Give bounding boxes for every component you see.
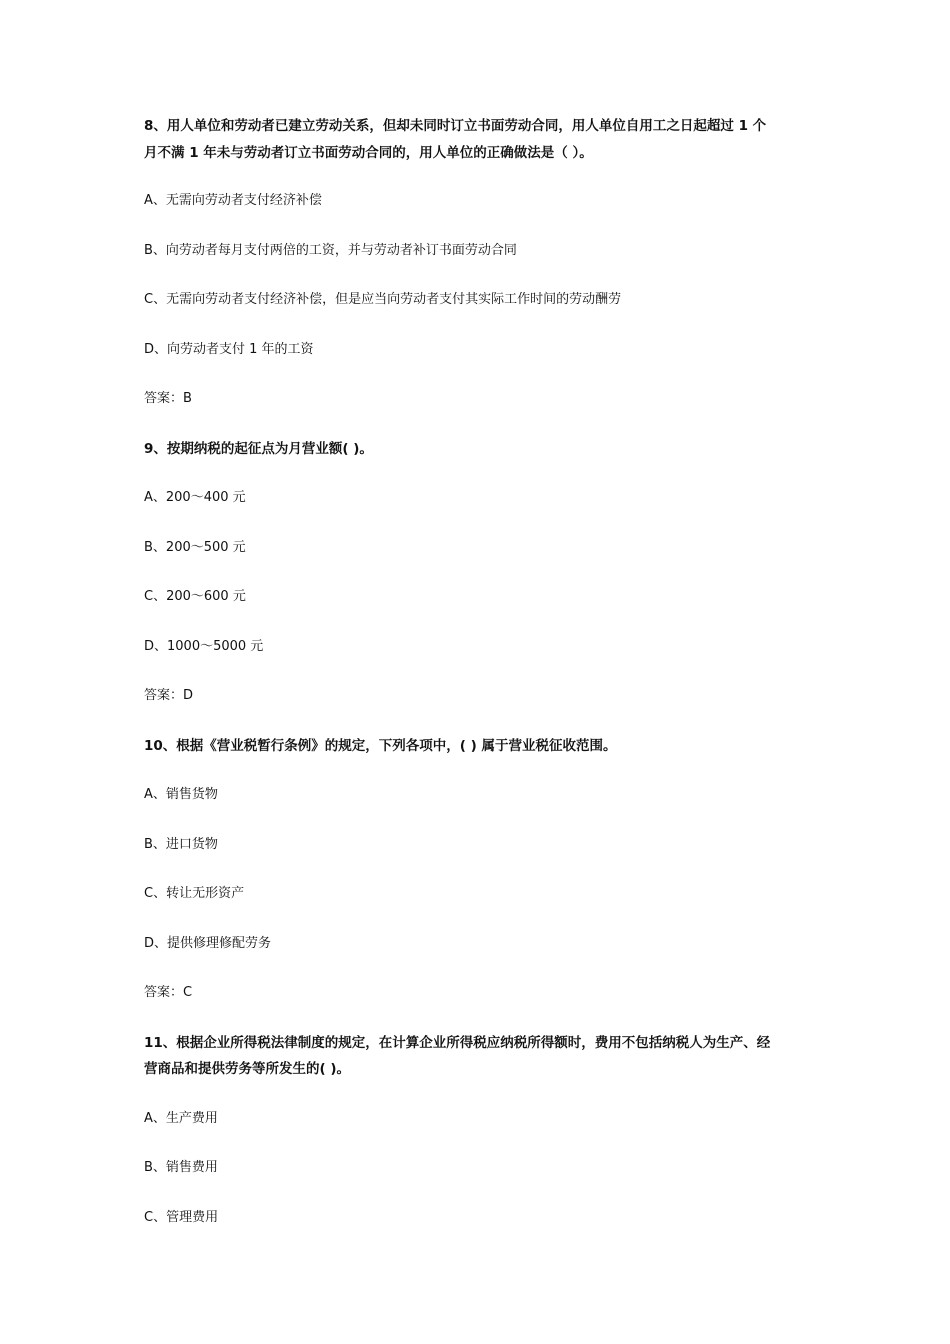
question-8-option-c: C、无需向劳动者支付经济补偿，但是应当向劳动者支付其实际工作时间的劳动酬劳 [144, 292, 622, 307]
question-9-option-d: D、1000～5000 元 [144, 639, 264, 654]
question-8-answer: 答案：B [144, 391, 192, 406]
question-9-option-b: B、200～500 元 [144, 540, 246, 555]
question-8-option-d: D、向劳动者支付 1 年的工资 [144, 342, 314, 357]
question-9-line-1: 9、按期纳税的起征点为月营业额( )。 [144, 441, 373, 457]
question-10-answer: 答案：C [144, 985, 193, 1000]
question-8-line-2: 月不满 1 年未与劳动者订立书面劳动合同的，用人单位的正确做法是（ ）。 [144, 145, 593, 161]
question-8-line-1: 8、用人单位和劳动者已建立劳动关系，但却未同时订立书面劳动合同，用人单位自用工之日起超过 1 个 [144, 118, 767, 134]
question-8-option-a: A、无需向劳动者支付经济补偿 [144, 193, 322, 208]
question-10-option-a: A、销售货物 [144, 787, 218, 802]
question-10-option-b: B、进口货物 [144, 837, 218, 852]
question-10-option-d: D、提供修理修配劳务 [144, 936, 272, 951]
question-11-option-c: C、管理费用 [144, 1210, 219, 1225]
question-11-line-2: 营商品和提供劳务等所发生的( )。 [144, 1061, 351, 1077]
question-10-option-c: C、转让无形资产 [144, 886, 245, 901]
question-8-option-b: B、向劳动者每月支付两倍的工资，并与劳动者补订书面劳动合同 [144, 243, 517, 258]
question-11-option-a: A、生产费用 [144, 1111, 218, 1126]
question-10-line-1: 10、根据《营业税暂行条例》的规定，下列各项中，( ) 属于营业税征收范围。 [144, 738, 617, 754]
question-11-option-b: B、销售费用 [144, 1160, 218, 1175]
question-11-line-1: 11、根据企业所得税法律制度的规定，在计算企业所得税应纳税所得额时，费用不包括纳税人为生产、经 [144, 1035, 771, 1051]
question-9-option-a: A、200～400 元 [144, 490, 246, 505]
question-9-option-c: C、200～600 元 [144, 589, 246, 604]
question-9-answer: 答案：D [144, 688, 194, 703]
